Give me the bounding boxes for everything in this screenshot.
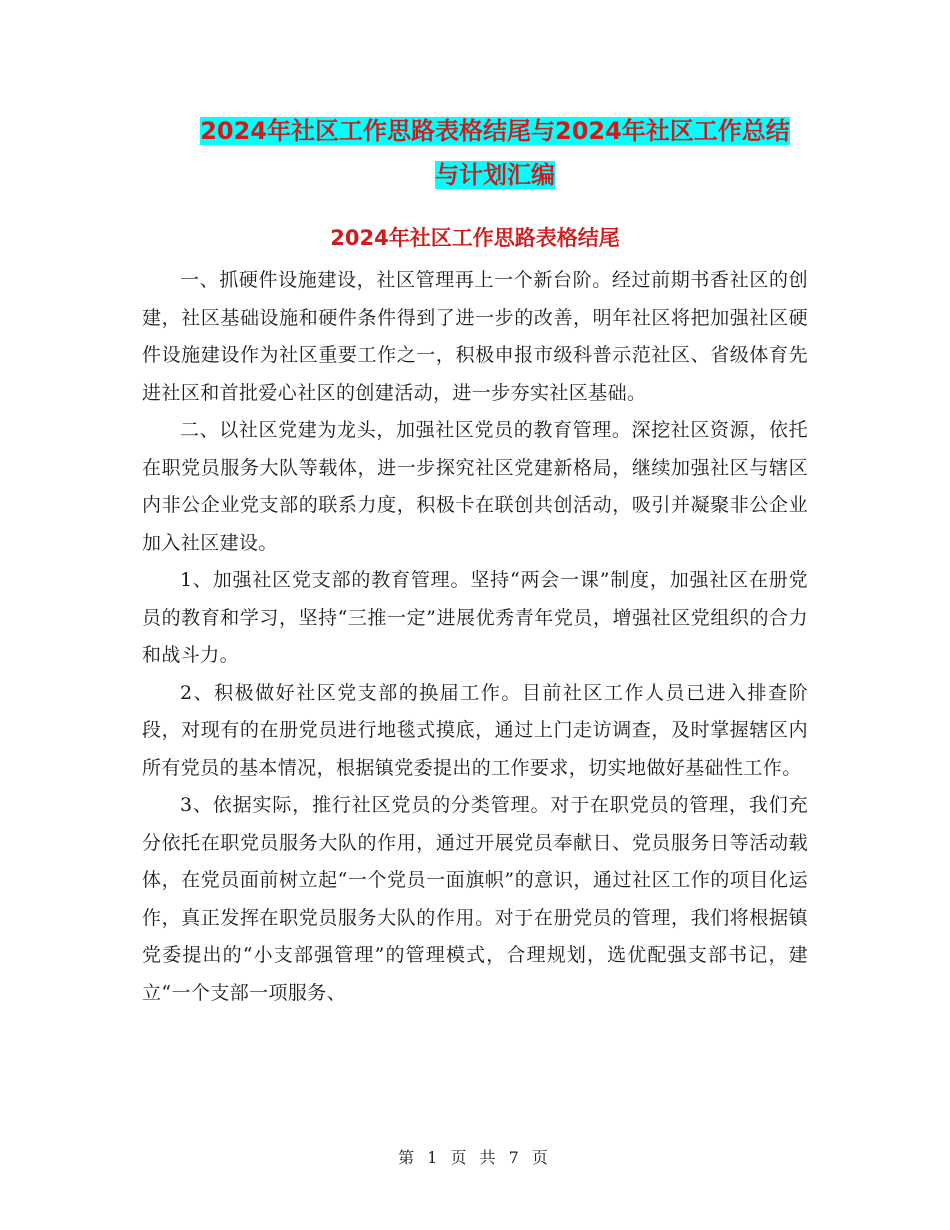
section-title: 2024年社区工作思路表格结尾 — [330, 226, 620, 250]
paragraph: 1、加强社区党支部的教育管理。坚持“两会一课”制度，加强社区在册党员的教育和学习，坚持“三推一定”进展优秀青年党员，增强社区党组织的合力和战斗力。 — [142, 569, 808, 666]
document-title-line-1 — [140, 108, 850, 154]
paragraph: 一、抓硬件设施建设，社区管理再上一个新台阶。经过前期书香社区的创建，社区基础设施和硬件条件得到了进一步的改善，明年社区将把加强社区硬件设施建设作为社区重要工作之一，积极申报市级科普示范社区、省级体育先进社区和首批爱心社区的创建活动，进一步夯实社区基础。 — [142, 269, 808, 404]
paragraph: 2、积极做好社区党支部的换届工作。目前社区工作人员已进入排查阶段，对现有的在册党员进行地毯式摸底，通过上门走访调查，及时掌握辖区内所有党员的基本情况，根据镇党委提出的工作要求，切实地做好基础性工作。 — [142, 681, 808, 779]
page-footer: 第 1 页 共 7 页 — [398, 1148, 552, 1167]
paragraph: 二、以社区党建为龙头，加强社区党员的教育管理。深挖社区资源，依托在职党员服务大队等载体，进一步探究社区党建新格局，继续加强社区与辖区内非公企业党支部的联系力度，积极卡在联创共创活动，吸引并凝聚非公企业加入社区建设。 — [142, 419, 808, 554]
title-highlight: 2024年社区工作思路表格结尾与2024年社区工作总结 — [200, 117, 790, 145]
document-body — [142, 262, 808, 1012]
paragraph: 3、依据实际，推行社区党员的分类管理。对于在职党员的管理，我们充分依托在职党员服务大队的作用，通过开展党员奉献日、党员服务日等活动载体，在党员面前树立起“一个党员一面旗帜”的意识，通过社区工作的项目化运作，真正发挥在职党员服务大队的作用。对于在册党员的管理，我们将根据镇党委提出的“小支部强管理”的管理模式，合理规划，选优配强支部书记，建立“一个支部一项服务、 — [142, 794, 808, 1004]
document-title-line-2 — [140, 152, 850, 198]
title-highlight: 与计划汇编 — [435, 161, 555, 189]
